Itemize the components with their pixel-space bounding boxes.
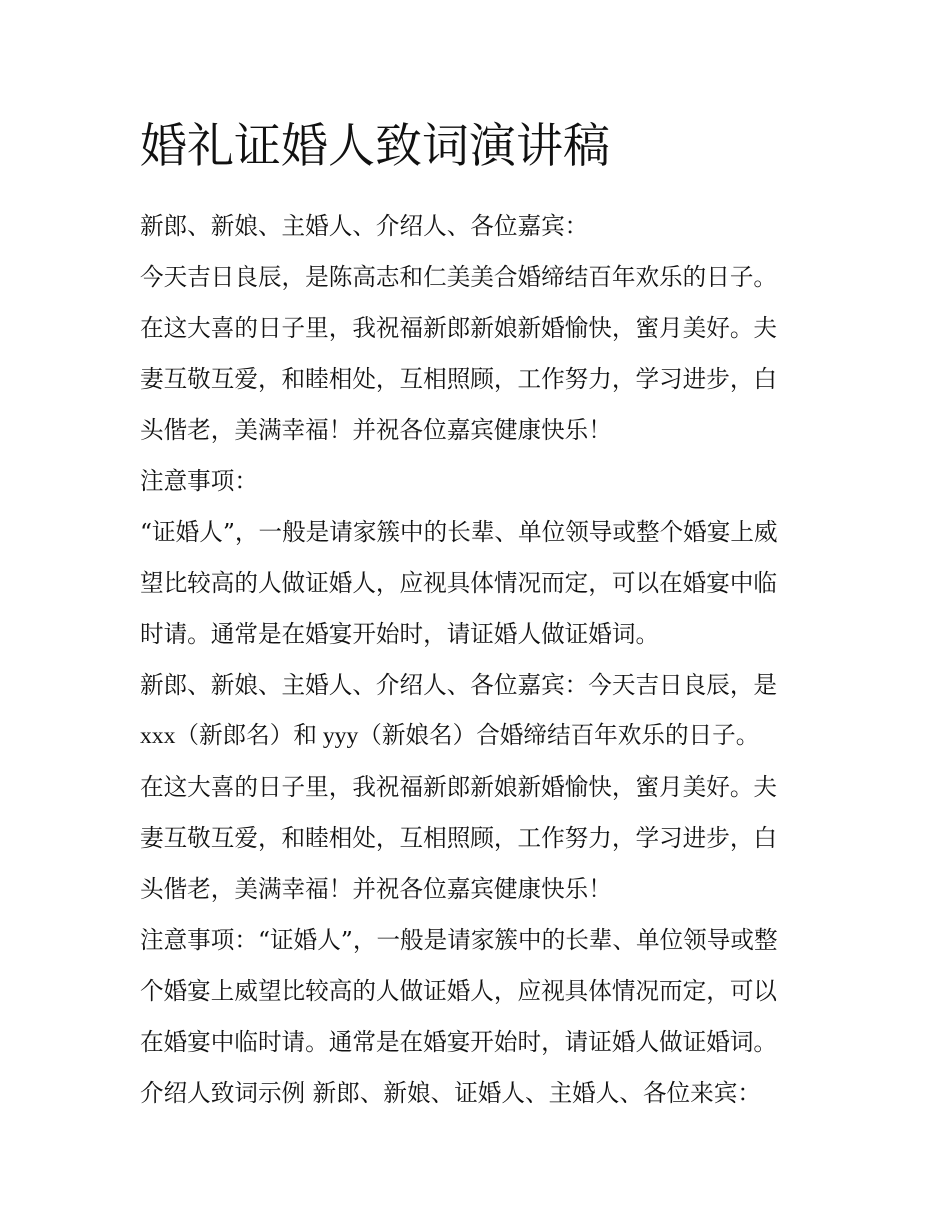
text-line: 在婚宴中临时请。通常是在婚宴开始时，请证婚人做证婚词。 (140, 1028, 778, 1056)
text-line: 介绍人致词示例 新郎、新娘、证婚人、主婚人、各位来宾： (140, 1079, 761, 1107)
text-line: 在这大喜的日子里，我祝福新郎新娘新婚愉快，蜜月美好。夫 (140, 773, 778, 801)
text-line: 新郎、新娘、主婚人、介绍人、各位嘉宾：今天吉日良辰，是 (140, 671, 778, 699)
text-line: 今天吉日良辰，是陈高志和仁美美合婚缔结百年欢乐的日子。 (140, 263, 778, 291)
document-body (140, 201, 820, 1119)
text-line: 头偕老，美满幸福！并祝各位嘉宾健康快乐！ (140, 875, 612, 903)
text-line: xxx（新郎名）和 yyy（新娘名）合婚缔结百年欢乐的日子。 (140, 723, 760, 749)
text-line: 注意事项：“证婚人”，一般是请家簇中的长辈、单位领导或整 (140, 926, 778, 954)
text-line: 时请。通常是在婚宴开始时，请证婚人做证婚词。 (140, 620, 660, 648)
text-line: 妻互敬互爱，和睦相处，互相照顾，工作努力，学习进步，白 (140, 365, 778, 393)
text-line: 妻互敬互爱，和睦相处，互相照顾，工作努力，学习进步，白 (140, 824, 778, 852)
text-line: 在这大喜的日子里，我祝福新郎新娘新婚愉快，蜜月美好。夫 (140, 314, 778, 342)
text-line: 新郎、新娘、主婚人、介绍人、各位嘉宾： (140, 212, 589, 240)
text-line: 头偕老，美满幸福！并祝各位嘉宾健康快乐！ (140, 416, 612, 444)
text-line: 望比较高的人做证婚人，应视具体情况而定，可以在婚宴中临 (140, 569, 778, 597)
document-title: 婚礼证婚人致词演讲稿 (140, 119, 610, 174)
text-line: 注意事项： (140, 467, 258, 495)
text-line: “证婚人”，一般是请家簇中的长辈、单位领导或整个婚宴上威 (140, 518, 778, 546)
text-line: 个婚宴上威望比较高的人做证婚人，应视具体情况而定，可以 (140, 977, 778, 1005)
